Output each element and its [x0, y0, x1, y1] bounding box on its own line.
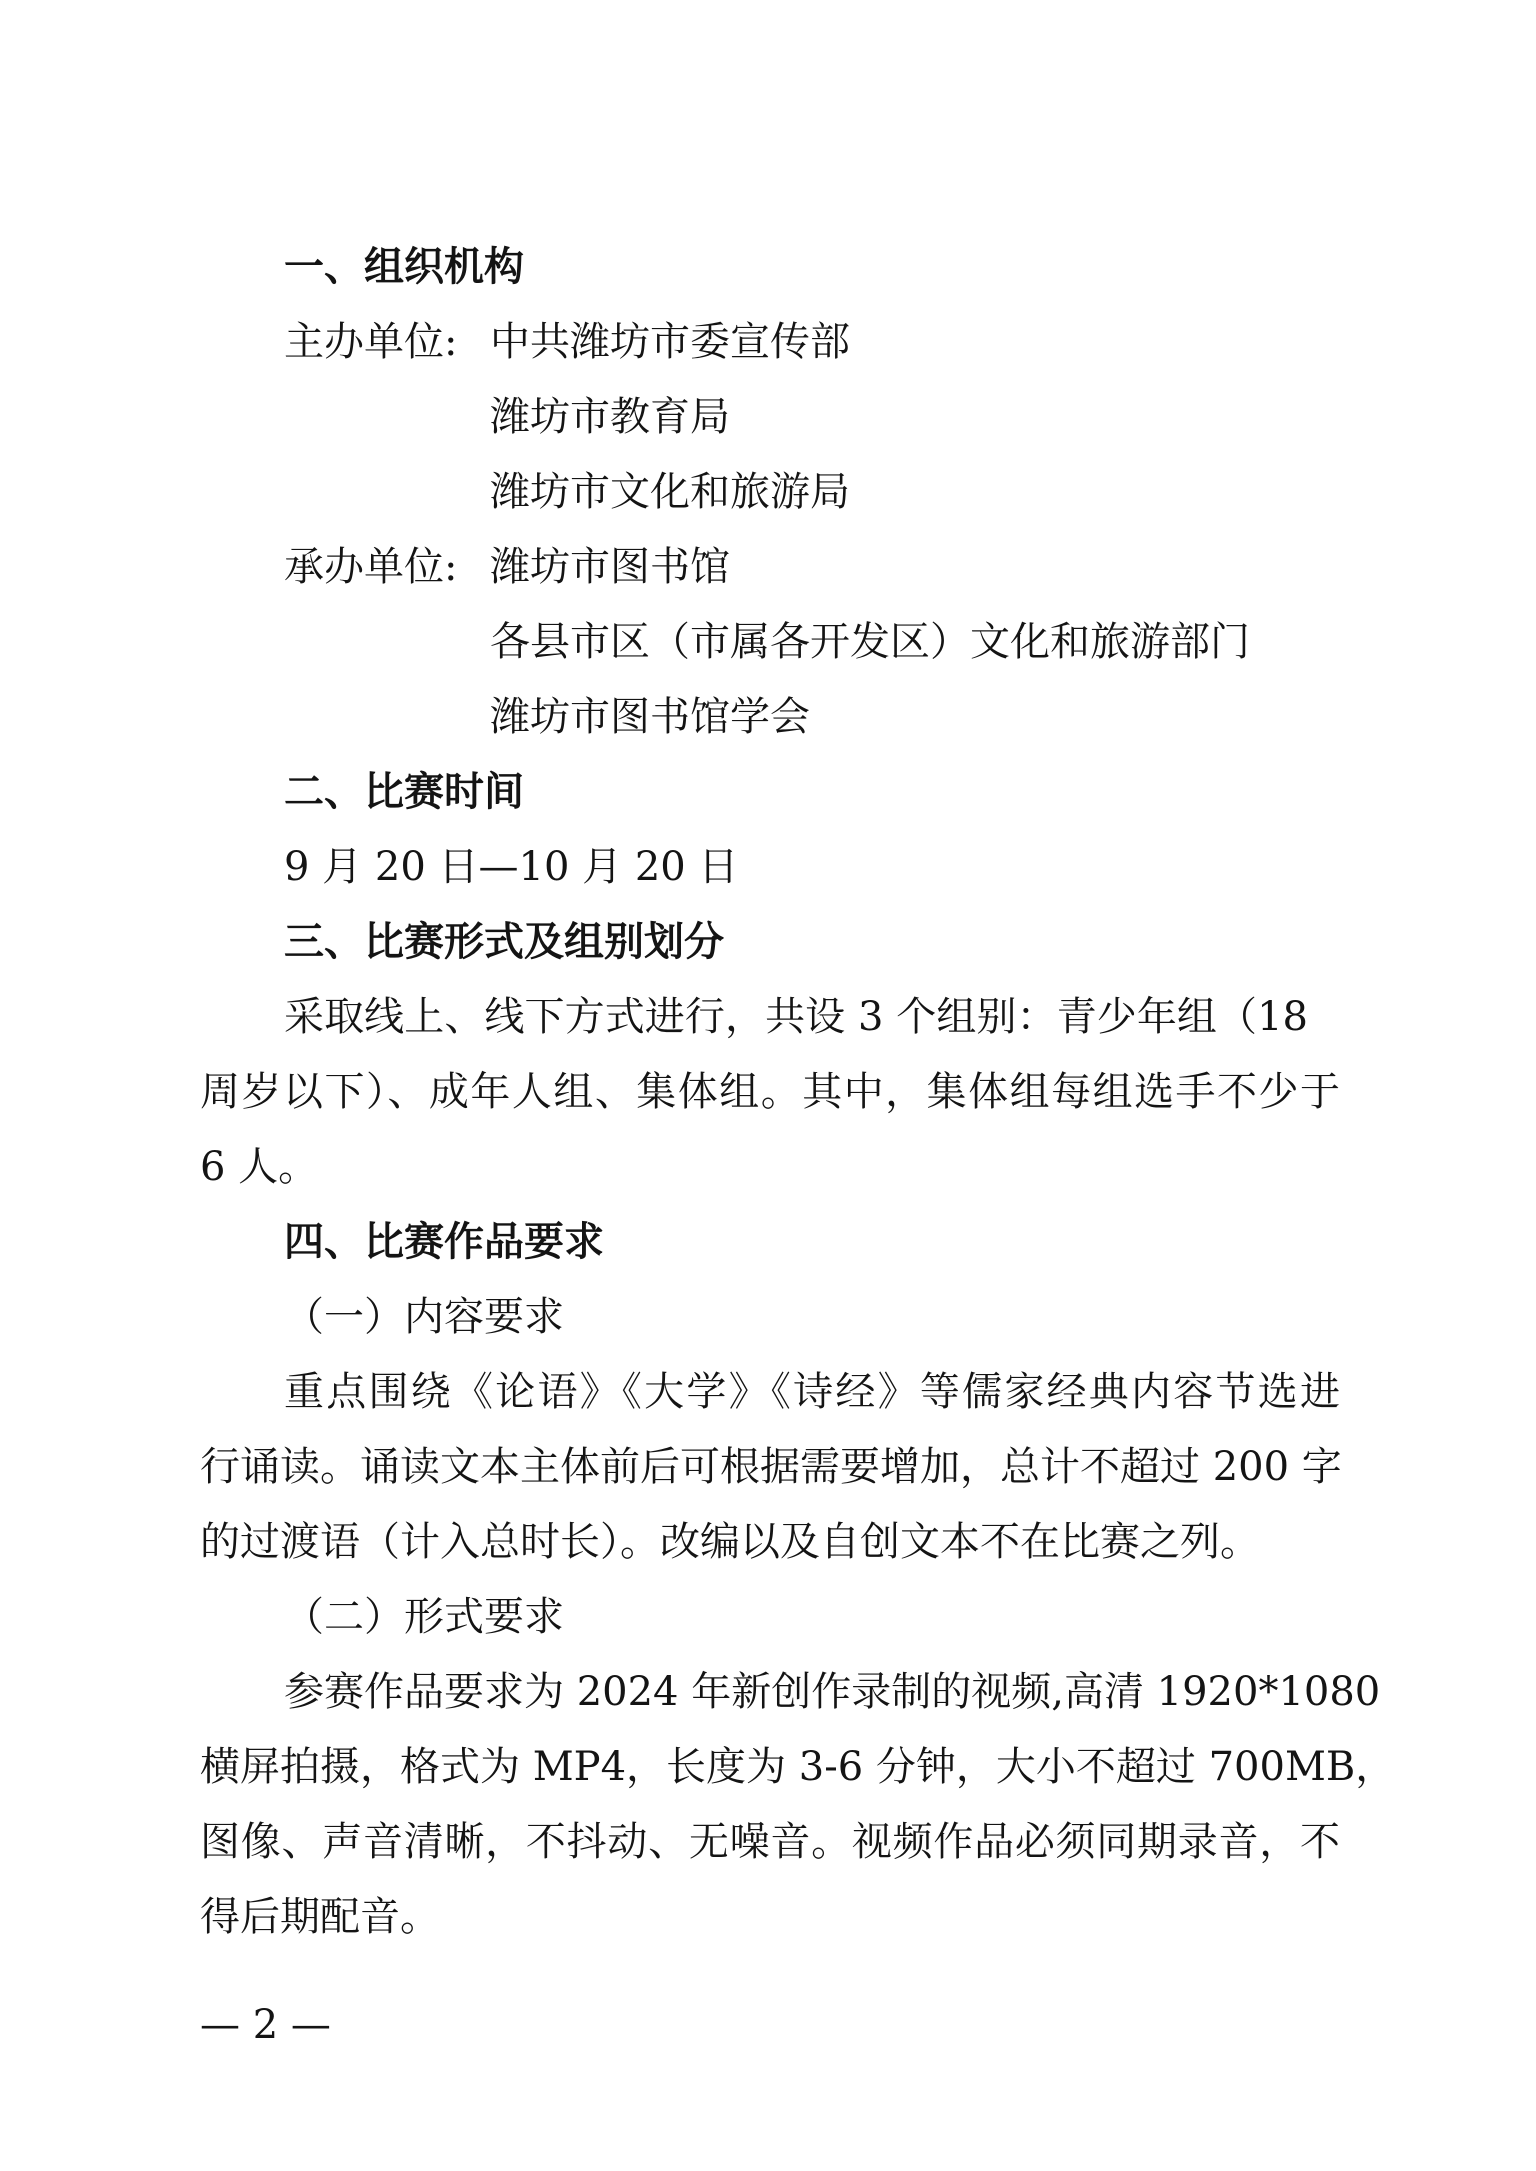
section-2-heading: 二、比赛时间	[284, 769, 524, 815]
form-line-4: 得后期配音。	[200, 1894, 440, 1940]
host-unit-2: 潍坊市教育局	[490, 394, 730, 440]
section-3-heading: 三、比赛形式及组别划分	[284, 919, 724, 965]
organizer-label: 承办单位:	[284, 544, 458, 590]
organizer-unit-1: 潍坊市图书馆	[490, 544, 730, 590]
host-label: 主办单位:	[284, 319, 458, 365]
content-line-3: 的过渡语（计入总时长）。改编以及自创文本不在比赛之列。	[200, 1519, 1260, 1565]
format-line-3: 6 人。	[200, 1144, 319, 1190]
section-1-heading: 一、组织机构	[284, 244, 524, 290]
content-line-1: 重点围绕《论语》《大学》《诗经》等儒家经典内容节选进	[284, 1369, 1340, 1415]
host-unit-3: 潍坊市文化和旅游局	[490, 469, 850, 515]
content-subheading: （一）内容要求	[284, 1294, 564, 1340]
content-line-2: 行诵读。诵读文本主体前后可根据需要增加，总计不超过 200 字	[200, 1444, 1342, 1490]
organizer-unit-2: 各县市区（市属各开发区）文化和旅游部门	[490, 619, 1250, 665]
form-subheading: （二）形式要求	[284, 1594, 564, 1640]
page-number: — 2 —	[200, 2002, 331, 2048]
format-line-2: 周岁以下）、成年人组、集体组。其中，集体组每组选手不少于	[200, 1069, 1340, 1115]
form-line-3: 图像、声音清晰，不抖动、无噪音。视频作品必须同期录音，不	[200, 1819, 1340, 1865]
format-line-1: 采取线上、线下方式进行，共设 3 个组别：青少年组（18	[284, 994, 1308, 1040]
section-4-heading: 四、比赛作品要求	[284, 1219, 604, 1265]
host-unit-1: 中共潍坊市委宣传部	[490, 319, 850, 365]
form-line-1: 参赛作品要求为 2024 年新创作录制的视频,高清 1920*1080	[284, 1669, 1381, 1715]
organizer-unit-3: 潍坊市图书馆学会	[490, 694, 810, 740]
form-line-2: 横屏拍摄，格式为 MP4，长度为 3-6 分钟，大小不超过 700MB，	[200, 1744, 1396, 1790]
competition-period: 9 月 20 日—10 月 20 日	[284, 844, 739, 890]
